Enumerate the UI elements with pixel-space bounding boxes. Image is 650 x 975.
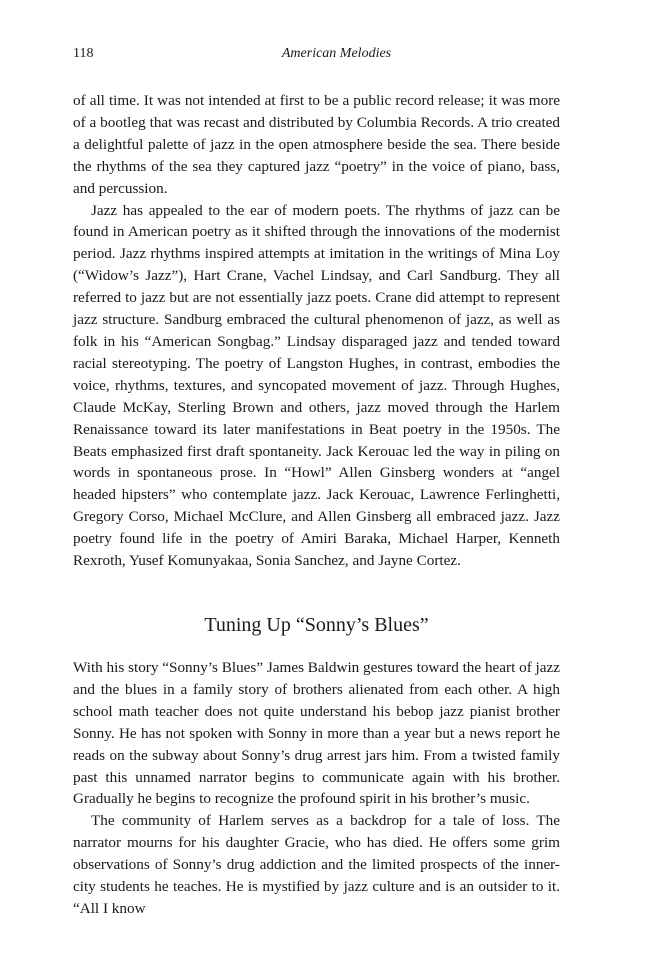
running-head	[73, 46, 560, 66]
paragraph-continued: of all time. It was not intended at first to be a public record release; it was more of a bootleg that was recast and distributed by Columbia Records. A trio created a delightful palette of jazz in the open atmosphere beside the sea. There beside the rhythms of the sea they captured jazz “poetry” in the voice of piano, bass, and percussion.	[73, 92, 560, 197]
running-title: American Melodies	[281, 46, 392, 61]
section-heading: Tuning Up “Sonny’s Blues”	[204, 614, 429, 636]
paragraph-jazz-poets: Jazz has appealed to the ear of modern poets. The rhythms of jazz can be found in American poetry as it shifted through the innovations of the modernist period. Jazz rhythms inspired attempts at imitation in the writings of Mina Loy (“Widow’s Jazz”), Hart Crane, Vachel Lindsay, and Carl Sandburg. They all referred to jazz but are not essentially jazz poets. Crane did attempt to represent jazz structure. Sandburg embraced the cultural phenomenon of jazz, as well as folk in his “American Songbag.” Lindsay disparaged jazz and tended toward racial stereotyping. The poetry of Langston Hughes, in contrast, embodies the voice, rhythms, textures, and syncopated movement of jazz. Through Hughes, Claude McKay, Sterling Brown and others, jazz moved through the Harlem Renaissance toward its later manifestations in Beat poetry in the 1950s. The Beats emphasized first draft spontaneity. Jack Kerouac led the way in piling on words in spontaneous prose. In “Howl” Allen Ginsberg wonders at “angel headed hipsters” who contemplate jazz. Jack Kerouac, Lawrence Ferlinghetti, Gregory Corso, Michael McClure, and Allen Ginsberg all embraced jazz. Jazz poetry found life in the poetry of Amiri Baraka, Michael Harper, Kenneth Rexroth, Yusef Komunyakaa, Sonia Sanchez, and Jayne Cortez.	[73, 201, 560, 570]
page-number: 118	[73, 46, 94, 61]
body-text-bottom	[73, 657, 560, 920]
paragraph-harlem: The community of Harlem serves as a backdrop for a tale of loss. The narrator mourns for his daughter Gracie, who has died. He offers some grim observations of Sonny’s drug addiction and the limited prospects of the inner-city students he teaches. He is mystified by jazz culture and is an outsider to it. “All I know	[73, 812, 560, 917]
paragraph-sonnys-blues: With his story “Sonny’s Blues” James Baldwin gestures toward the heart of jazz and the blues in a family story of brothers alienated from each other. A high school math teacher does not quite understand his bebop jazz pianist brother Sonny. He has not spoken with Sonny in more than a year but a news report he reads on the subway about Sonny’s drug arrest jars him. From a twisted family past this unnamed narrator begins to communicate again with his brother. Gradually he begins to recognize the profound spirit in his brother’s music.	[73, 659, 560, 808]
body-text-top	[73, 90, 560, 572]
